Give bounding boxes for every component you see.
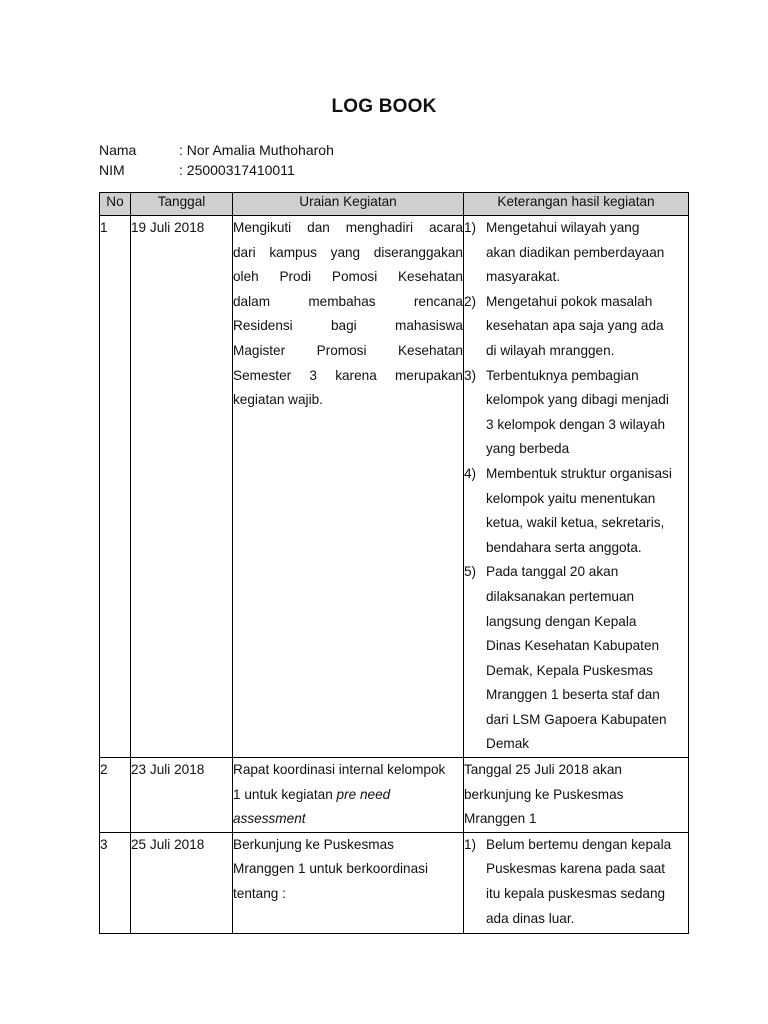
list-text	[486, 290, 688, 364]
uraian-line: Magister Promosi Kesehatan	[233, 342, 463, 358]
row-tanggal: 19 Juli 2018	[131, 216, 233, 758]
uraian-line: dalam membahas rencana	[233, 293, 463, 309]
text-line: Tanggal 25 Juli 2018 akan	[464, 762, 622, 778]
text-line: bendahara serta anggota.	[486, 539, 642, 555]
list-number: 3)	[464, 367, 477, 383]
text-line: kelompok yang dibagi menjadi	[486, 392, 669, 408]
row-tanggal: 25 Juli 2018	[131, 832, 233, 933]
text-line: dari LSM Gapoera Kabupaten	[486, 711, 667, 727]
name-label: Nama	[99, 142, 137, 158]
text-line: Pada tanggal 20 akan	[486, 564, 619, 580]
keterangan-list	[464, 216, 688, 757]
list-number: 1)	[464, 836, 477, 852]
row-uraian	[233, 216, 464, 758]
header-keterangan: Keterangan hasil kegiatan	[464, 193, 689, 216]
uraian-line: dari kampus yang diseranggakan	[233, 244, 463, 260]
text-line: Mranggen 1	[464, 811, 537, 827]
text-line: yang berbeda	[486, 441, 570, 457]
uraian-line: Mengikuti dan menghadiri acara	[233, 220, 463, 235]
uraian-line: tentang :	[233, 886, 286, 902]
text-line: Membentuk struktur organisasi	[486, 465, 672, 481]
list-text	[486, 833, 688, 931]
list-item	[464, 290, 688, 364]
uraian-line: kegiatan wajib.	[233, 392, 323, 408]
list-text	[486, 560, 688, 757]
nim-label: NIM	[99, 162, 125, 178]
log-table	[99, 192, 689, 934]
text-line: berkunjung ke Puskesmas	[464, 786, 624, 802]
text-line: Terbentuknya pembagian	[486, 367, 639, 383]
uraian-line: Residensi bagi mahasiswa	[233, 318, 463, 334]
text-line: Mranggen 1 beserta staf dan	[486, 687, 660, 703]
row-no: 2	[100, 758, 131, 833]
row-tanggal: 23 Juli 2018	[131, 758, 233, 833]
uraian-line: Berkunjung ke Puskesmas	[233, 836, 394, 852]
list-item	[464, 364, 688, 462]
row-keterangan	[464, 216, 689, 758]
row-keterangan	[464, 758, 689, 833]
page-title: LOG BOOK	[331, 96, 437, 117]
text-line: Mengetahui pokok masalah	[486, 293, 653, 309]
header-uraian: Uraian Kegiatan	[233, 193, 464, 216]
text-line: ketua, wakil ketua, sekretaris,	[486, 515, 665, 531]
name-value: : Nor Amalia Muthoharoh	[179, 142, 334, 158]
text-line: ada dinas luar.	[486, 910, 575, 926]
text-line: langsung dengan Kepala	[486, 613, 637, 629]
text-line: dilaksanakan pertemuan	[486, 588, 635, 604]
text-line: masyarakat.	[486, 269, 561, 285]
list-text	[486, 364, 688, 462]
uraian-italic: assessment	[233, 811, 306, 827]
row-no: 3	[100, 832, 131, 933]
text-line: Puskesmas karena pada saat	[486, 861, 666, 877]
list-item	[464, 216, 688, 290]
list-number: 1)	[464, 220, 477, 235]
row-uraian	[233, 832, 464, 933]
uraian-line: oleh Prodi Pomosi Kesehatan	[233, 269, 463, 285]
list-text	[486, 462, 688, 560]
list-number: 2)	[464, 293, 477, 309]
header-tanggal: Tanggal	[131, 193, 233, 216]
row-no: 1	[100, 216, 131, 758]
list-item	[464, 833, 688, 931]
text-line: Mengetahui wilayah yang	[486, 220, 640, 235]
text-line: kelompok yaitu menentukan	[486, 490, 656, 506]
uraian-line: Rapat koordinasi internal kelompok	[233, 762, 446, 778]
list-number: 5)	[464, 564, 477, 580]
text-line: itu kepala puskesmas sedang	[486, 886, 666, 902]
text-line: akan diadikan pemberdayaan	[486, 244, 665, 260]
text-line: 3 kelompok dengan 3 wilayah	[486, 416, 666, 432]
table-row	[100, 216, 689, 758]
uraian-text: 1 untuk kegiatan	[233, 786, 337, 802]
list-item	[464, 462, 688, 560]
header-no: No	[100, 193, 131, 216]
table-header-row	[100, 193, 689, 216]
uraian-line	[233, 783, 463, 808]
list-text	[486, 216, 688, 290]
nim-value: : 25000317410011	[179, 162, 295, 178]
uraian-italic: pre need	[336, 786, 391, 802]
nim-row	[99, 160, 295, 180]
text-line: Dinas Kesehatan Kabupaten	[486, 638, 660, 654]
uraian-line	[233, 807, 463, 832]
keterangan-list	[464, 833, 688, 931]
text-line: Demak	[486, 736, 530, 752]
text-line: di wilayah mranggen.	[486, 342, 615, 358]
table-row	[100, 832, 689, 933]
text-line: Demak, Kepala Puskesmas	[486, 662, 653, 678]
text-line: Belum bertemu dengan kepala	[486, 836, 672, 852]
uraian-line: Semester 3 karena merupakan	[233, 367, 463, 383]
text-line: kesehatan apa saja yang ada	[486, 318, 664, 334]
table-row	[100, 758, 689, 833]
name-row	[99, 140, 334, 160]
row-uraian	[233, 758, 464, 833]
uraian-line: Mranggen 1 untuk berkoordinasi	[233, 861, 428, 877]
list-item	[464, 560, 688, 757]
row-keterangan	[464, 832, 689, 933]
list-number: 4)	[464, 465, 477, 481]
